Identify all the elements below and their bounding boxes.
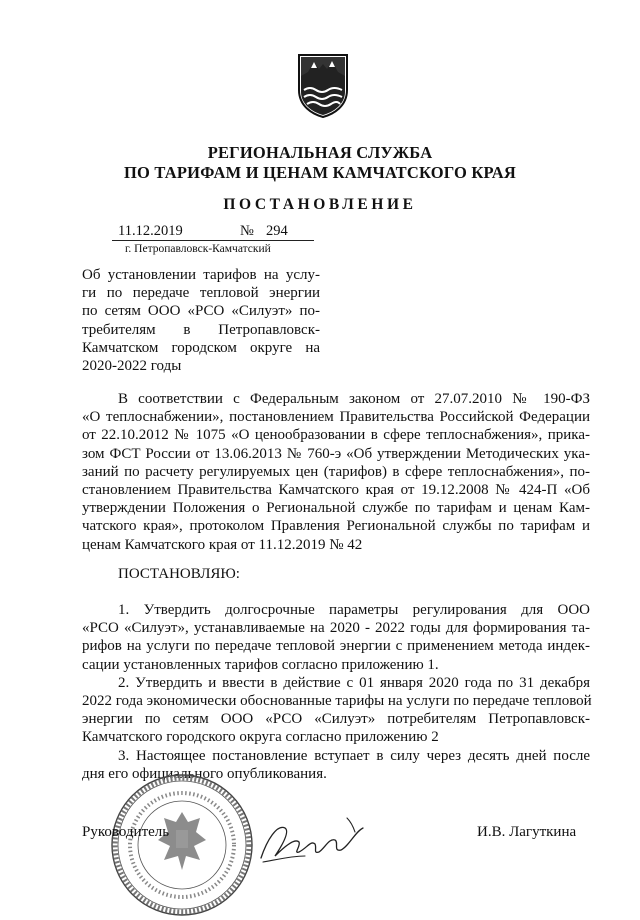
preamble-line: утверждении Положения о Региональной службе по тарифам и ценам Кам- xyxy=(82,500,590,517)
item-line: сации установленных тарифов согласно приложению 1. xyxy=(82,656,439,673)
preamble-line: «О теплоснабжении», постановлением Правительства Российской Федерации xyxy=(82,409,590,426)
item-line: Камчатского городского округа согласно приложению 2 xyxy=(82,729,439,746)
item-line: 2022 года экономически обоснованные тарифы на услуги по передаче тепловой xyxy=(82,693,592,710)
resolve-heading: ПОСТАНОВЛЯЮ: xyxy=(118,566,240,582)
document-type-title: ПОСТАНОВЛЕНИЕ xyxy=(223,196,417,213)
item-line: дня его официального опубликования. xyxy=(82,765,327,782)
kamchatka-coat-of-arms-icon xyxy=(296,52,350,118)
preamble-line: чатского края», протоколом Правления Региональной службы по тарифам и xyxy=(82,518,590,535)
subject-line: ги по передаче тепловой энергии xyxy=(82,285,320,302)
document-city: г. Петропавловск-Камчатский xyxy=(125,243,271,255)
handwritten-signature-icon xyxy=(255,810,380,870)
document-date: 11.12.2019 xyxy=(118,223,183,239)
signer-name: И.В. Лагуткина xyxy=(477,824,577,840)
subject-line: Об установлении тарифов на услу- xyxy=(82,267,320,283)
org-name-line1: РЕГИОНАЛЬНАЯ СЛУЖБА xyxy=(207,143,433,162)
subject-line: по сетям ООО «РСО «Силуэт» по- xyxy=(82,303,320,320)
item-line: «РСО «Силуэт», устанавливаемые на 2020 - 2022 годы для формирования та- xyxy=(82,620,590,637)
preamble-paragraph xyxy=(82,390,590,554)
subject-line: требителям в Петропавловск- xyxy=(82,321,320,338)
item-line: 1. Утвердить долгосрочные параметры регулирования для ООО xyxy=(118,602,590,618)
preamble-line: от 22.10.2012 № 1075 «О ценообразовании в сфере теплоснабжения», прика- xyxy=(82,427,590,444)
preamble-line: ценам Камчатского края от 11.12.2019 № 42 xyxy=(82,536,363,553)
document-subject xyxy=(82,266,320,375)
preamble-line: зом ФСТ России от 13.06.2013 № 760-э «Об утверждении Методических ука- xyxy=(82,445,590,462)
official-round-seal-icon xyxy=(102,770,262,920)
preamble-line: В соответствии с Федеральным законом от 27.07.2010 № 190-ФЗ xyxy=(118,391,590,407)
preamble-line: заний по расчету регулируемых цен (тарифов) в сфере теплоснабжения», по- xyxy=(82,463,590,480)
item-line: рифов на услуги по передаче тепловой энергии с применением метода индек- xyxy=(82,638,590,655)
item-line: 2. Утвердить и ввести в действие с 01 января 2020 года по 31 декабря xyxy=(118,674,590,691)
org-name-line2: ПО ТАРИФАМ И ЦЕНАМ КАМЧАТСКОГО КРАЯ xyxy=(124,163,516,182)
item-line: энергии по сетям ООО «РСО «Силуэт» потребителям Петропавловск- xyxy=(82,711,590,728)
subject-line: 2020-2022 годы xyxy=(82,358,182,375)
number-sign: № xyxy=(240,223,254,239)
subject-line: Камчатском городском округе на xyxy=(82,339,320,356)
item-line: 3. Настоящее постановление вступает в силу через десять дней после xyxy=(118,747,590,764)
resolution-items xyxy=(82,601,590,783)
signer-title: Руководитель xyxy=(82,824,170,840)
preamble-line: становлением Правительства Камчатского края от 19.12.2008 № 424-П «Об xyxy=(82,482,590,499)
document-number: 294 xyxy=(266,223,288,239)
date-number-underline xyxy=(112,240,314,241)
